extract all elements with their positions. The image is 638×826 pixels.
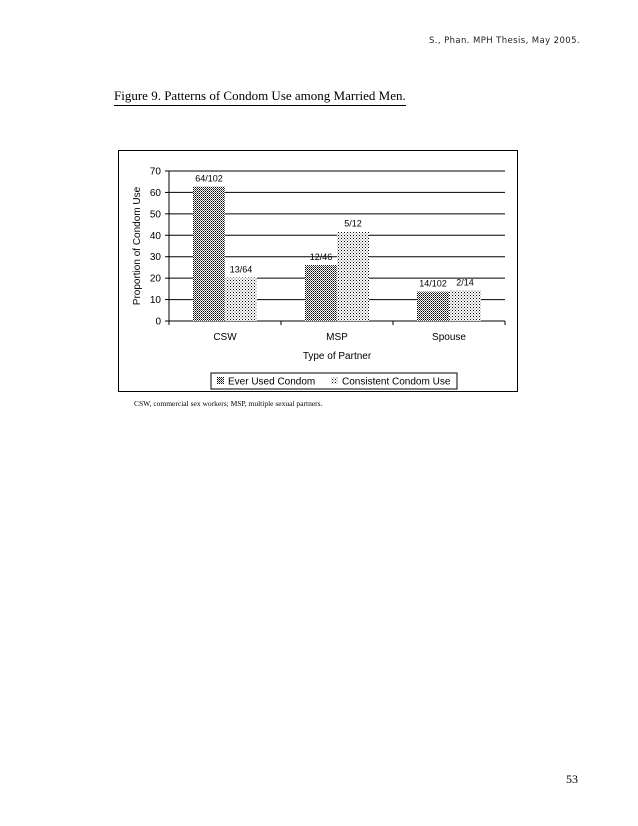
- bar: [305, 265, 337, 321]
- legend-swatch: [217, 377, 224, 384]
- bar: [225, 278, 257, 322]
- data-label: 13/64: [229, 264, 253, 275]
- data-label: 14/102: [419, 278, 447, 289]
- x-tick-label: Spouse: [432, 332, 466, 343]
- y-tick-label: 50: [149, 209, 161, 221]
- chart-container: [118, 150, 518, 392]
- legend-swatch: [331, 377, 338, 384]
- data-label: 2/14: [456, 277, 474, 288]
- data-label: 5/12: [344, 218, 362, 229]
- legend-label: Consistent Condom Use: [342, 376, 451, 388]
- bar: [337, 232, 369, 321]
- y-tick-label: 70: [149, 166, 161, 178]
- legend-label: Ever Used Condom: [228, 376, 316, 388]
- figure-footnote: CSW, commercial sex workers; MSP, multiple sexual partners.: [134, 399, 323, 408]
- bar: [193, 187, 225, 321]
- y-tick-label: 0: [155, 316, 161, 328]
- x-axis-title: Type of Partner: [302, 351, 372, 362]
- bar-chart: [119, 151, 519, 393]
- bar: [417, 292, 449, 321]
- data-label: 64/102: [195, 173, 223, 184]
- bar: [449, 290, 481, 321]
- figure-title: Figure 9. Patterns of Condom Use among Married Men.: [114, 88, 406, 106]
- y-tick-label: 30: [149, 252, 161, 264]
- y-axis-title: Proportion of Condom Use: [132, 186, 143, 306]
- x-tick-label: CSW: [213, 332, 237, 343]
- y-tick-label: 20: [149, 273, 161, 285]
- running-header: S., Phan. MPH Thesis, May 2005.: [428, 36, 580, 46]
- y-tick-label: 10: [149, 295, 161, 307]
- data-label: 12/46: [309, 252, 333, 263]
- y-tick-label: 60: [149, 187, 161, 199]
- page-number: 53: [566, 772, 578, 786]
- y-tick-label: 40: [149, 230, 161, 242]
- x-tick-label: MSP: [326, 332, 348, 343]
